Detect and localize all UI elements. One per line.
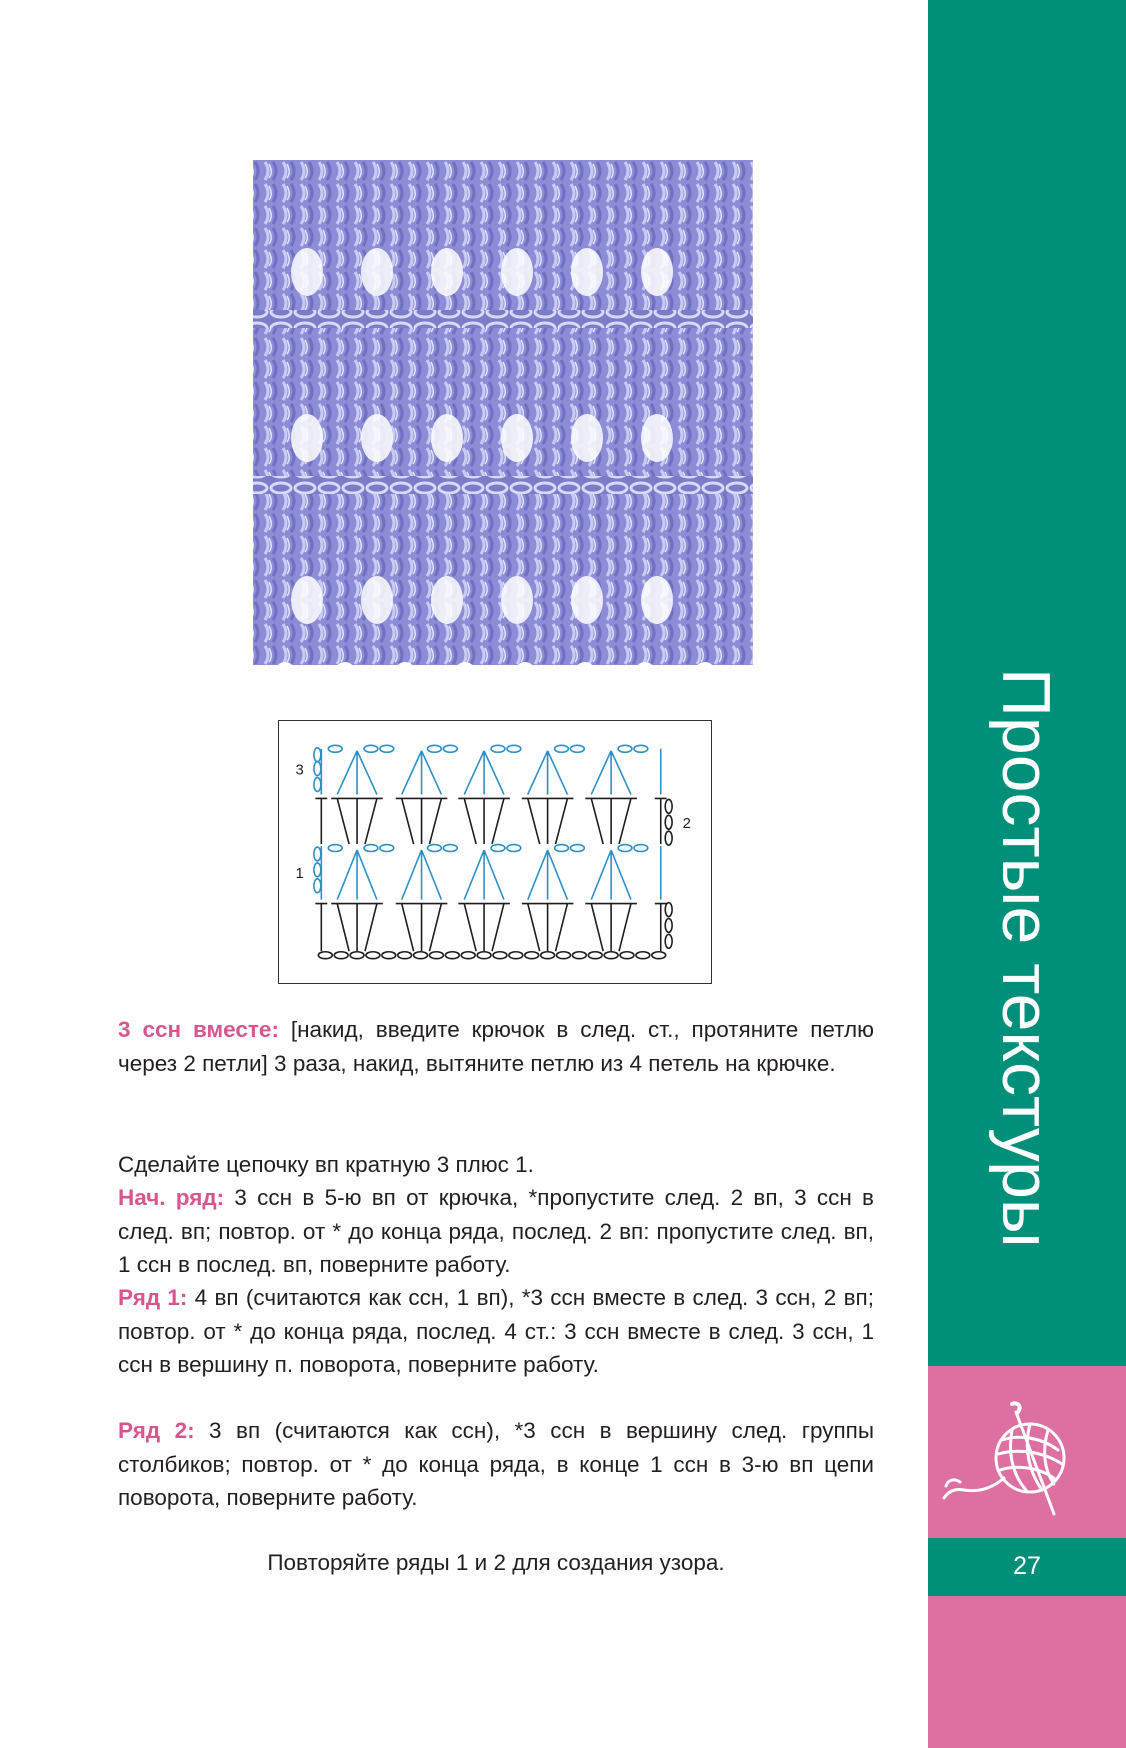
crochet-chart-diagram (278, 720, 712, 984)
row-1-instruction (118, 1281, 874, 1382)
start-row-body: 3 ссн в 5-ю вп от крючка, *пропустите след. 2 вп, 3 ссн в след. вп; повтор. от * до конца ряда, послед. 2 вп: пропустите след. вп, 1 ссн в послед. вп, поверните работу. (118, 1185, 874, 1277)
row-2-label: Ряд 2: (118, 1418, 195, 1443)
start-row-instruction (118, 1181, 874, 1282)
row-2-body: 3 вп (считаются как ссн), *3 ссн в вершину след. группы столбиков; повтор. от * до конца ряда, в конце 1 ссн в 3-ю вп цепи поворота, поверните работу. (118, 1418, 874, 1510)
diagram-row-label-1: 1 (295, 865, 304, 882)
row-1-label: Ряд 1: (118, 1285, 188, 1310)
row-2-instruction (118, 1414, 874, 1515)
row-1-body: 4 вп (считаются как ссн, 1 вп), *3 ссн вместе в след. 3 ссн, 2 вп; повтор. от * до конца ряда, послед. 4 ст.: 3 ссн вместе в след. 3 ссн, 1 ссн в вершину п. поворота, поверните работу. (118, 1285, 874, 1377)
page-number: 27 (1013, 1552, 1041, 1580)
crochet-swatch-photo (245, 160, 757, 685)
stitch-definition-body: [накид, введите крючок в след. ст., протяните петлю через 2 петли] 3 раза, накид, вытяните петлю из 4 петель на крючке. (118, 1017, 874, 1076)
diagram-row-label-3: 3 (295, 762, 304, 779)
sidebar (928, 0, 1126, 1748)
chapter-title: Простые текстуры (988, 668, 1064, 1248)
stitch-definition (118, 1013, 874, 1080)
stitch-definition-label: 3 ссн вместе: (118, 1017, 279, 1042)
start-row-label: Нач. ряд: (118, 1185, 225, 1210)
sidebar-pink-bottom-band (928, 1596, 1126, 1748)
foundation-instruction: Сделайте цепочку вп кратную 3 плюс 1. (118, 1152, 534, 1177)
yarn-ball-crochet-hook-icon (932, 1394, 1122, 1520)
diagram-row-label-2: 2 (682, 816, 691, 833)
repeat-instruction: Повторяйте ряды 1 и 2 для создания узора. (267, 1550, 725, 1575)
